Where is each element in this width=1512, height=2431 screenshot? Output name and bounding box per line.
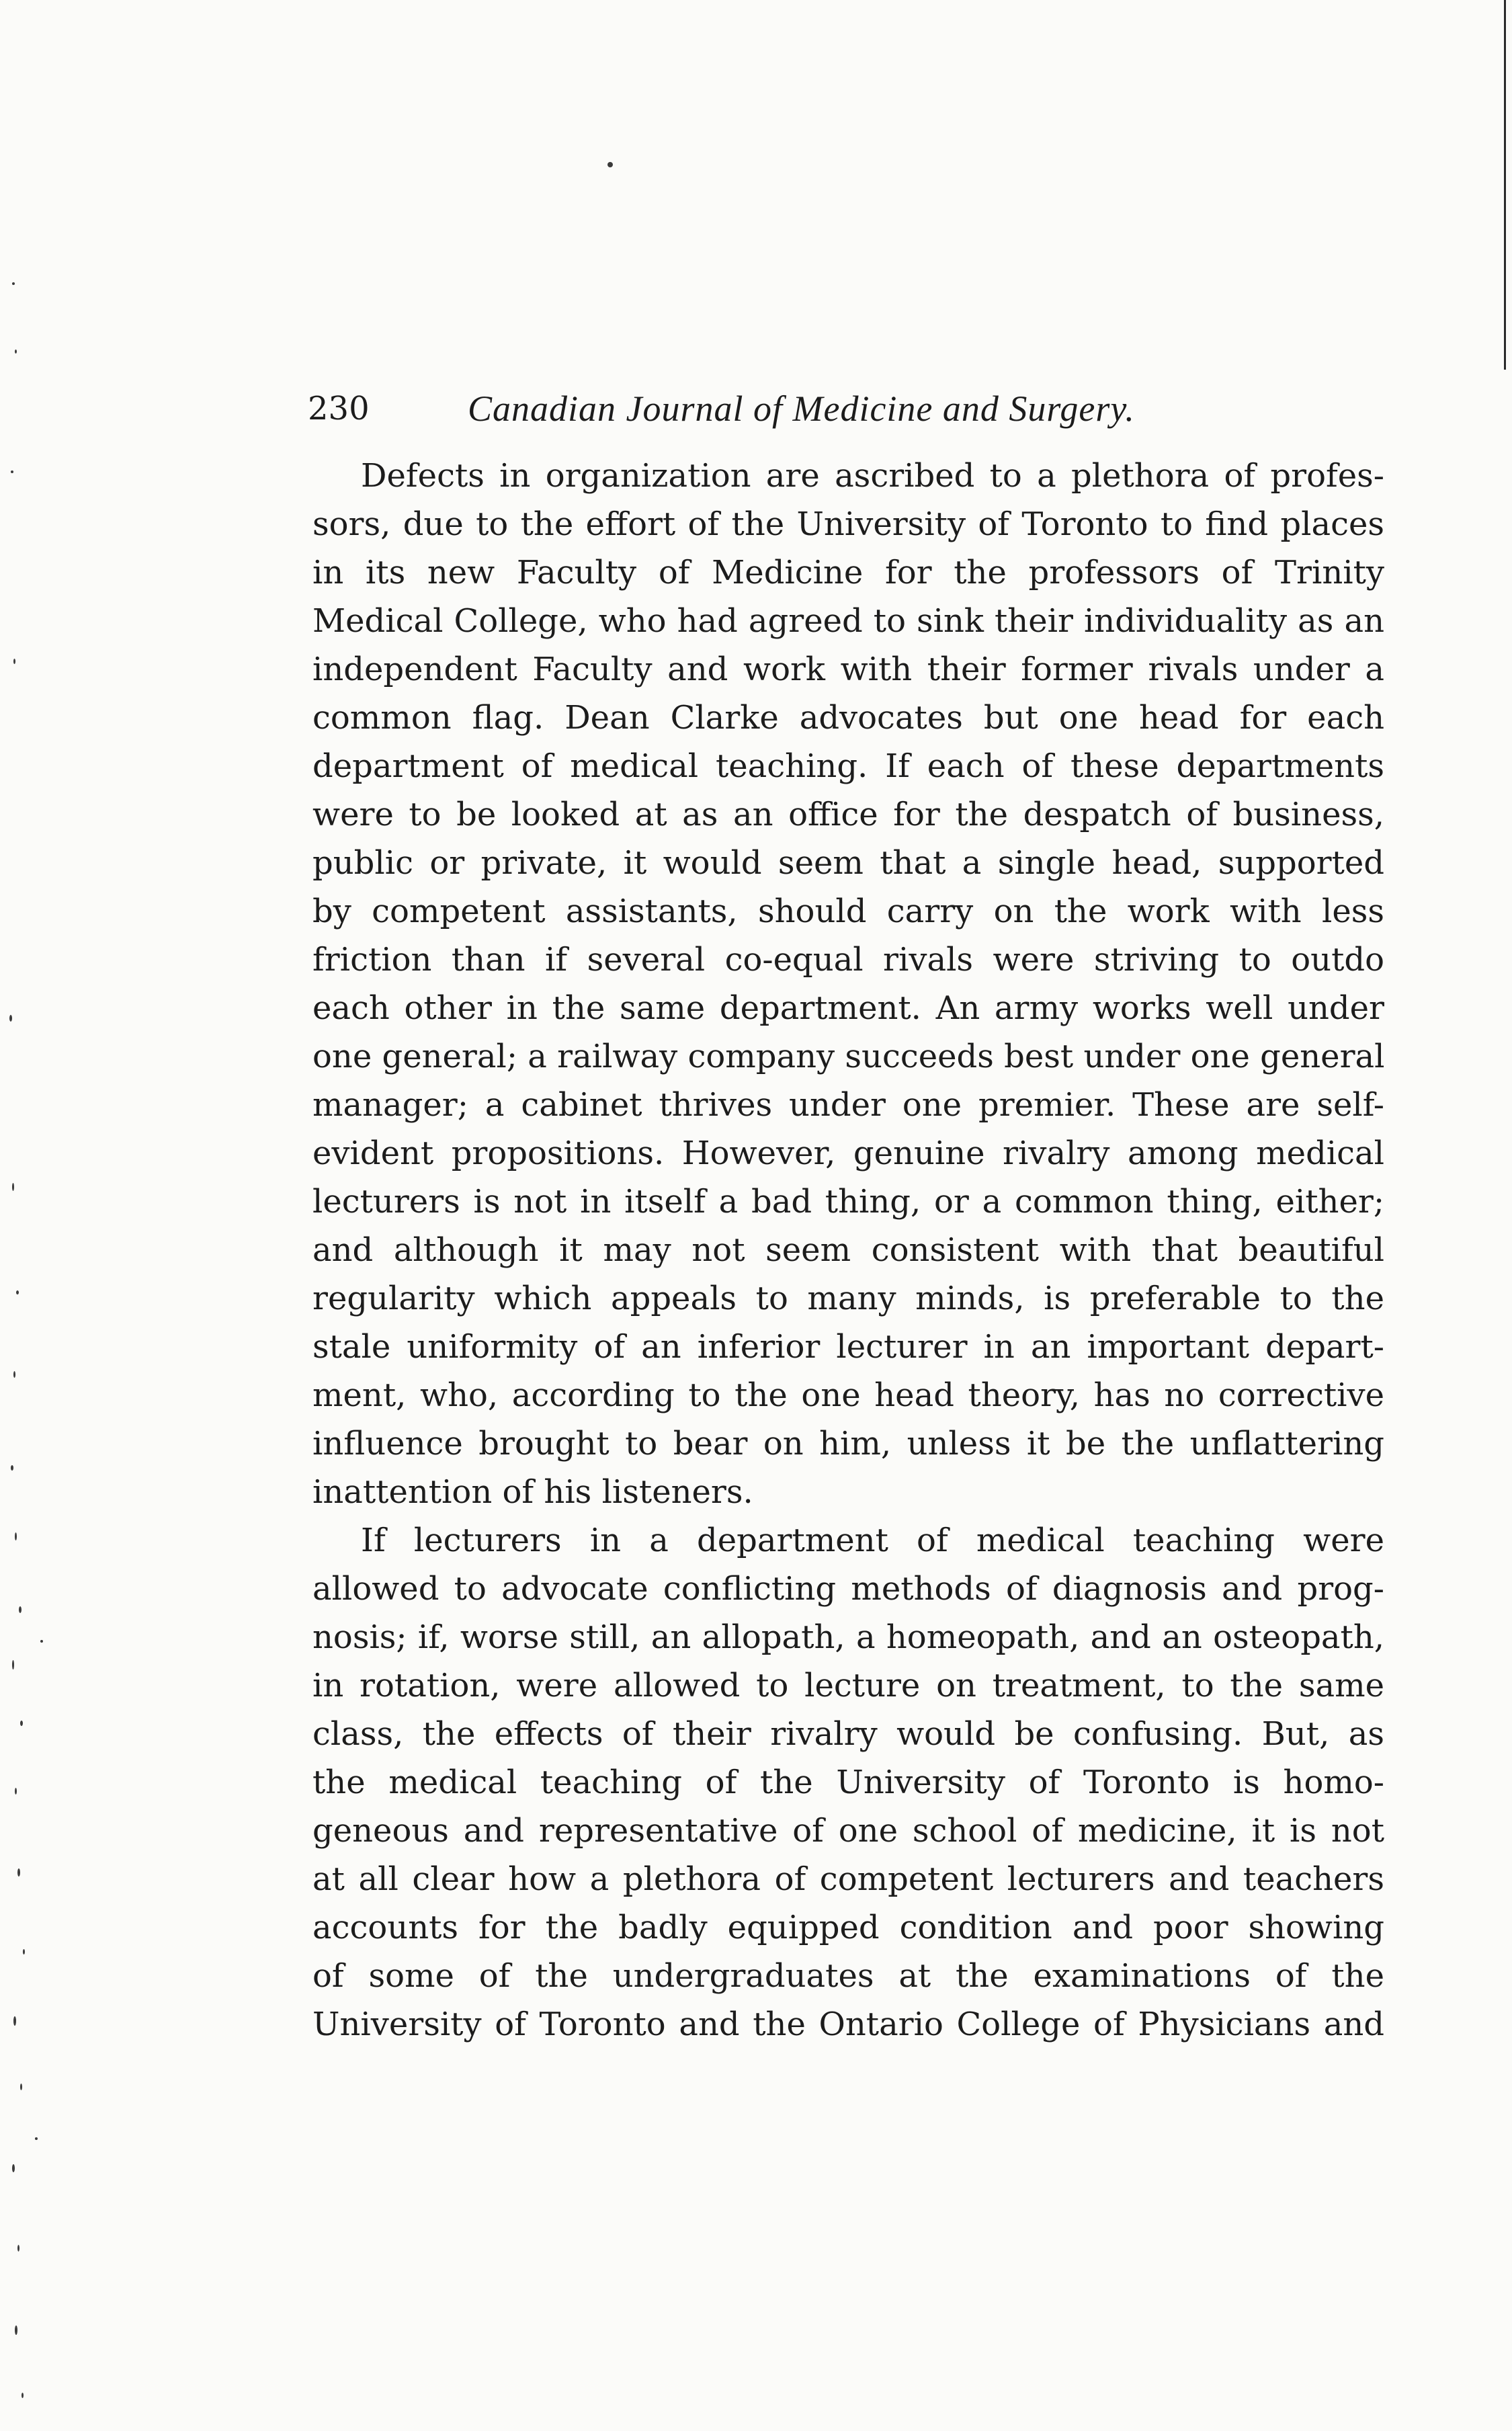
text-line: independent Faculty and work with their former rivals under a [312, 651, 1384, 688]
text-line: accounts for the badly equipped condition and poor showing [312, 1909, 1384, 1946]
text-line: stale uniformity of an inferior lecturer in an important depart- [312, 1328, 1384, 1366]
text-line: in its new Faculty of Medicine for the professors of Trinity [312, 554, 1384, 591]
text-line: of some of the undergraduates at the examinations of the [312, 1957, 1384, 1995]
text-line: by competent assistants, should carry on the work with less [312, 893, 1384, 930]
text-line: University of Toronto and the Ontario College of Physicians and [312, 2006, 1384, 2043]
text-line: ment, who, according to the one head theory, has no corrective [312, 1376, 1384, 1414]
page-number: 230 [308, 390, 370, 427]
text-line: Defects in organization are ascribed to a plethora of profes- [361, 457, 1384, 495]
text-line: Medical College, who had agreed to sink their individuality as an [312, 602, 1384, 640]
text-line: public or private, it would seem that a single head, supported [312, 844, 1384, 882]
text-line: geneous and representative of one school of medicine, it is not [312, 1812, 1384, 1850]
text-line: one general; a railway company succeeds best under one general [312, 1038, 1384, 1075]
text-line: regularity which appeals to many minds, is preferable to the [312, 1280, 1384, 1317]
text-line: each other in the same department. An army works well under [312, 989, 1384, 1027]
text-line: evident propositions. However, genuine rivalry among medical [312, 1135, 1384, 1172]
article-body [312, 452, 1384, 2049]
text-line: were to be looked at as an office for the despatch of business, [312, 796, 1384, 833]
scan-edge-noise [0, 0, 74, 2431]
text-line: lecturers is not in itself a bad thing, or a common thing, either; [312, 1183, 1384, 1221]
text-line: common flag. Dean Clarke advocates but one head for each [312, 699, 1384, 737]
text-line: sors, due to the effort of the University of Toronto to find places [312, 505, 1384, 543]
text-line: class, the effects of their rivalry would be confusing. But, as [312, 1715, 1384, 1753]
text-line: friction than if several co-equal rivals were striving to outdo [312, 941, 1384, 979]
text-line: influence brought to bear on him, unless it be the unflattering [312, 1425, 1384, 1462]
text-line: and although it may not seem consistent with that beautiful [312, 1231, 1384, 1269]
text-line: in rotation, were allowed to lecture on treatment, to the same [312, 1667, 1384, 1704]
text-line: at all clear how a plethora of competent lecturers and teachers [312, 1860, 1384, 1898]
text-line: the medical teaching of the University of Toronto is homo- [312, 1764, 1384, 1801]
paragraph-2 [312, 1516, 1384, 2049]
text-line: nosis; if, worse still, an allopath, a homeopath, and an osteopath, [312, 1618, 1384, 1656]
text-line: inattention of his listeners. [312, 1473, 753, 1511]
text-line: department of medical teaching. If each of these departments [312, 747, 1384, 785]
text-line: allowed to advocate conflicting methods of diagnosis and prog- [312, 1570, 1384, 1608]
running-header [308, 382, 1383, 436]
scan-speck [607, 162, 613, 167]
text-line: If lecturers in a department of medical teaching were [361, 1522, 1384, 1559]
text-line: manager; a cabinet thrives under one premier. These are self- [312, 1086, 1384, 1124]
scan-edge-line [1504, 0, 1506, 370]
paragraph-1 [312, 452, 1384, 1516]
running-title: Canadian Journal of Medicine and Surgery. [468, 388, 1135, 429]
